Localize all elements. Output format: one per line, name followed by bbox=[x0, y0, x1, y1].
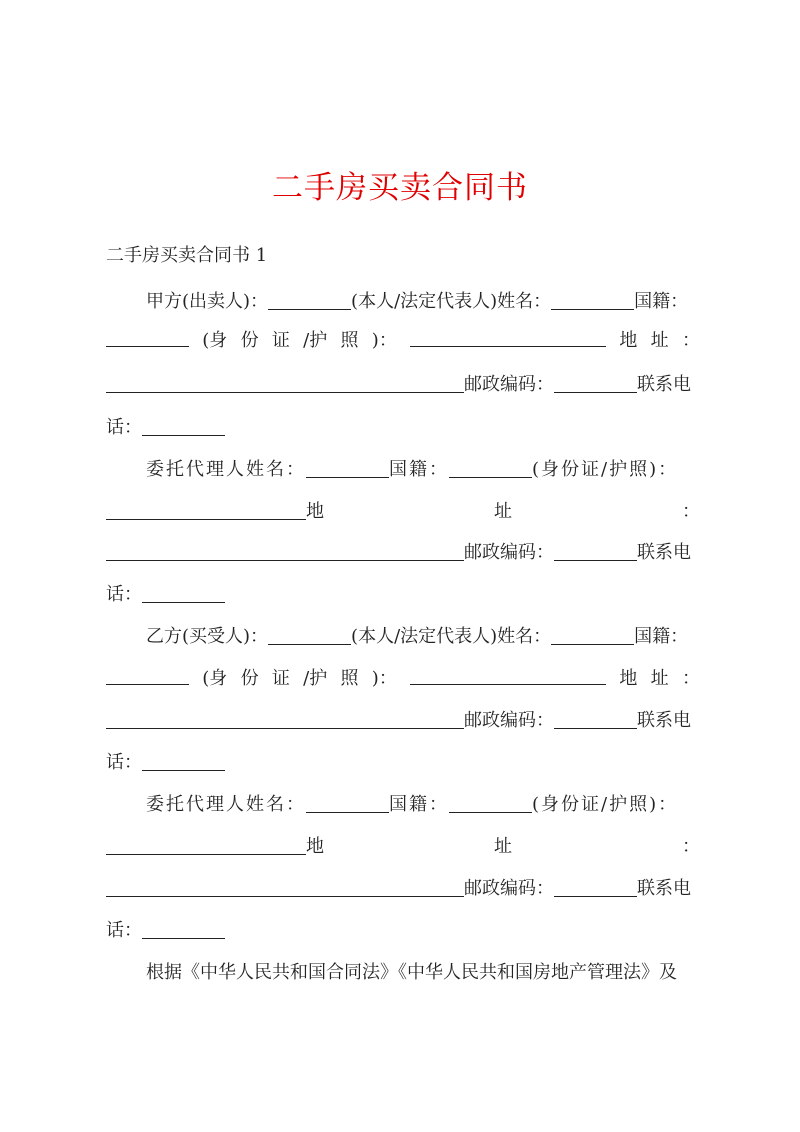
party-b-id-char: /护 bbox=[303, 668, 328, 689]
agent-a-id-blank[interactable] bbox=[106, 499, 306, 520]
agent-b-id-note: (身份证/护照)： bbox=[532, 794, 679, 815]
party-a-postal-label: 邮政编码： bbox=[464, 374, 554, 395]
party-b-nationality-blank[interactable] bbox=[106, 664, 189, 685]
party-a-id-char: )： bbox=[371, 330, 397, 351]
agent-a-id-note: (身份证/护照)： bbox=[532, 459, 679, 480]
agent-a-address-char: 址 bbox=[494, 501, 512, 522]
party-b-nationality-label: 国籍： bbox=[634, 626, 689, 647]
party-b-phone-head: 联系电 bbox=[637, 710, 691, 731]
agent-a-id-address-group bbox=[106, 497, 324, 527]
agent-b-address-blank[interactable] bbox=[106, 876, 464, 897]
party-a-name-blank[interactable] bbox=[268, 289, 351, 310]
agent-b-address-char: ： bbox=[682, 836, 700, 857]
party-a-address-char: 址 bbox=[650, 330, 669, 351]
agent-a-postal-blank[interactable] bbox=[554, 540, 637, 561]
agent-b-nationality-blank[interactable] bbox=[449, 792, 532, 813]
agent-a-postal-label: 邮政编码： bbox=[464, 542, 554, 563]
agent-a-address-blank[interactable] bbox=[106, 540, 464, 561]
agent-a-nationality-label: 国籍： bbox=[389, 459, 449, 480]
agent-a-address-char: 地 bbox=[306, 501, 324, 522]
agent-a-phone-blank[interactable] bbox=[142, 582, 225, 603]
party-a-address-char: 地 bbox=[619, 330, 638, 351]
agent-b-id-blank[interactable] bbox=[106, 834, 306, 855]
agent-b-label: 委托代理人姓名： bbox=[146, 794, 306, 815]
party-a-rep-name-blank[interactable] bbox=[551, 289, 634, 310]
party-a-line-3 bbox=[106, 370, 700, 400]
party-b-postal-blank[interactable] bbox=[554, 708, 637, 729]
party-b-address-char: ： bbox=[681, 668, 700, 689]
party-a-line-4 bbox=[106, 413, 700, 443]
legal-basis-text: 根据《中华人民共和国合同法》《中华人民共和国房地产管理法》及 bbox=[146, 962, 677, 983]
party-b-label: 乙方(买受人)： bbox=[146, 626, 269, 647]
party-a-phone-blank[interactable] bbox=[142, 415, 225, 436]
party-b-line-4 bbox=[106, 748, 700, 778]
party-a-line-1 bbox=[146, 287, 700, 317]
party-b-id-char: 证 bbox=[271, 668, 290, 689]
agent-b-postal-label: 邮政编码： bbox=[464, 878, 554, 899]
party-a-address-blank[interactable] bbox=[106, 372, 464, 393]
party-b-line-1 bbox=[146, 622, 700, 652]
party-a-address-char: ： bbox=[681, 330, 700, 351]
party-b-id-char: )： bbox=[371, 668, 397, 689]
agent-b-address-char: 地 bbox=[306, 836, 324, 857]
party-a-postal-blank[interactable] bbox=[554, 372, 637, 393]
party-b-id-char: 份 bbox=[240, 668, 259, 689]
agent-b-phone-blank[interactable] bbox=[142, 918, 225, 939]
agent-b-line-4 bbox=[106, 916, 700, 946]
party-b-postal-label: 邮政编码： bbox=[464, 710, 554, 731]
agent-b-postal-blank[interactable] bbox=[554, 876, 637, 897]
agent-b-phone-head: 联系电 bbox=[637, 878, 691, 899]
agent-a-nationality-blank[interactable] bbox=[449, 457, 532, 478]
party-a-id-char: 照 bbox=[340, 330, 359, 351]
agent-a-name-blank[interactable] bbox=[306, 457, 389, 478]
agent-a-line-2 bbox=[106, 497, 700, 527]
party-b-address-char: 址 bbox=[650, 668, 669, 689]
party-a-id-char: 证 bbox=[271, 330, 290, 351]
document-title: 二手房买卖合同书 bbox=[272, 170, 528, 206]
agent-b-nationality-label: 国籍： bbox=[389, 794, 449, 815]
party-b-phone-blank[interactable] bbox=[142, 750, 225, 771]
party-a-phone-head: 联系电 bbox=[637, 374, 691, 395]
agent-a-phone-head: 联系电 bbox=[637, 542, 691, 563]
party-b-id-blank[interactable] bbox=[410, 664, 606, 685]
party-a-id-char: 份 bbox=[240, 330, 259, 351]
party-b-phone-tail: 话： bbox=[106, 752, 142, 773]
section-heading: 二手房买卖合同书 1 bbox=[106, 245, 268, 266]
agent-b-phone-tail: 话： bbox=[106, 920, 142, 941]
agent-a-line-3 bbox=[106, 538, 700, 568]
party-a-line-2 bbox=[106, 326, 700, 356]
agent-b-address-char: 址 bbox=[494, 836, 512, 857]
agent-b-name-blank[interactable] bbox=[306, 792, 389, 813]
agent-a-line-4 bbox=[106, 580, 700, 610]
party-b-name-blank[interactable] bbox=[268, 624, 351, 645]
party-a-nationality-label: 国籍： bbox=[634, 291, 689, 312]
party-a-nationality-blank[interactable] bbox=[106, 326, 189, 347]
agent-a-line-1 bbox=[146, 455, 700, 485]
party-a-phone-tail: 话： bbox=[106, 417, 142, 438]
party-b-rep-name-blank[interactable] bbox=[551, 624, 634, 645]
agent-a-label: 委托代理人姓名： bbox=[146, 459, 306, 480]
party-b-address-char: 地 bbox=[619, 668, 638, 689]
party-b-id-char: (身 bbox=[202, 668, 228, 689]
party-a-label: 甲方(出卖人)： bbox=[146, 291, 269, 312]
agent-b-line-1 bbox=[146, 790, 700, 820]
agent-a-address-char: ： bbox=[682, 501, 700, 522]
party-b-id-char: 照 bbox=[340, 668, 359, 689]
agent-b-id-address-group bbox=[106, 832, 324, 862]
party-b-rep-note: (本人/法定代表人)姓名： bbox=[351, 626, 552, 647]
party-b-line-3 bbox=[106, 706, 700, 736]
agent-b-line-2 bbox=[106, 832, 700, 862]
agent-a-phone-tail: 话： bbox=[106, 584, 142, 605]
agent-b-line-3 bbox=[106, 874, 700, 904]
party-b-line-2 bbox=[106, 664, 700, 694]
party-a-rep-note: (本人/法定代表人)姓名： bbox=[351, 291, 552, 312]
party-a-id-blank[interactable] bbox=[410, 326, 606, 347]
party-b-address-blank[interactable] bbox=[106, 708, 464, 729]
party-a-id-char: /护 bbox=[303, 330, 328, 351]
party-a-id-char: (身 bbox=[202, 330, 228, 351]
